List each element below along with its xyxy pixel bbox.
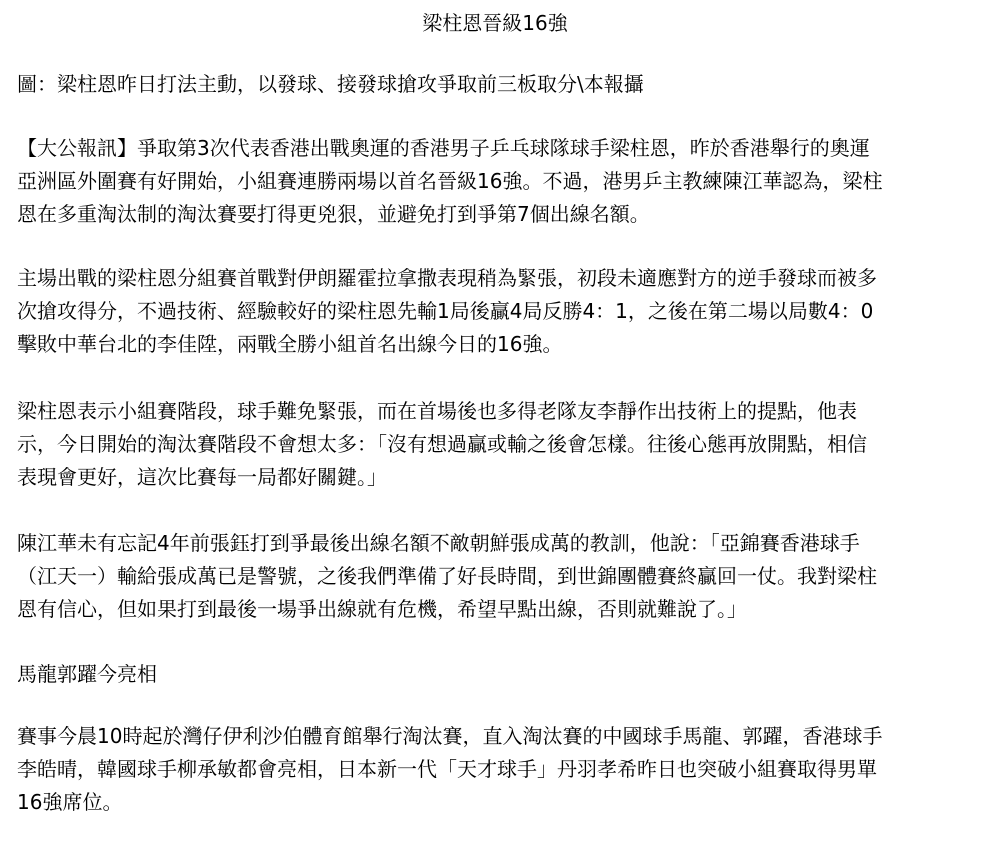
paragraph-line: 李皓晴，韓國球手柳承敏都會亮相，日本新一代「天才球手」丹羽孝希昨日也突破小組賽取得男單 — [17, 757, 877, 781]
paragraph-5 — [17, 720, 977, 819]
paragraph-line: 【大公報訊】爭取第3次代表香港出戰奧運的香港男子乒乓球隊球手梁柱恩，昨於香港舉行的奧運 — [17, 136, 870, 160]
photo-caption — [17, 68, 977, 101]
paragraph-line: 16強席位。 — [17, 790, 123, 814]
paragraph-2 — [17, 262, 977, 361]
paragraph-line: 陳江華未有忘記4年前張鈺打到爭最後出線名額不敵朝鮮張成萬的教訓，他說：「亞錦賽香港球手 — [17, 531, 860, 555]
article-title: 梁柱恩晉級16強 — [422, 11, 568, 35]
paragraph-line: 梁柱恩表示小組賽階段，球手難免緊張，而在首場後也多得老隊友李靜作出技術上的提點，他表 — [17, 399, 857, 423]
paragraph-line: 表現會更好，這次比賽每一局都好關鍵。」 — [17, 465, 387, 489]
paragraph-line: 示，今日開始的淘汰賽階段不會想太多：「沒有想過贏或輸之後會怎樣。往後心態再放開點，相信 — [17, 432, 867, 456]
paragraph-line: （江天一）輸給張成萬已是警號，之後我們準備了好長時間，到世錦團體賽終贏回一仗。我對梁柱 — [17, 564, 877, 588]
subheading-text: 馬龍郭躍今亮相 — [17, 662, 157, 686]
paragraph-line: 次搶攻得分，不過技術、經驗較好的梁柱恩先輸1局後贏4局反勝4：1，之後在第二場以局數4：0 — [17, 299, 874, 323]
paragraph-line: 亞洲區外圍賽有好開始，小組賽連勝兩場以首名晉級16強。不過，港男乒主教練陳江華認為，梁柱 — [17, 169, 883, 193]
paragraph-line: 恩有信心，但如果打到最後一場爭出線就有危機，希望早點出線，否則就難說了。」 — [17, 597, 747, 621]
paragraph-1 — [17, 132, 977, 231]
paragraph-line: 主場出戰的梁柱恩分組賽首戰對伊朗羅霍拉拿撒表現稍為緊張，初段未適應對方的逆手發球而被多 — [17, 266, 877, 290]
paragraph-line: 恩在多重淘汰制的淘汰賽要打得更兇狠，並避免打到爭第7個出線名額。 — [17, 202, 650, 226]
subheading — [17, 658, 977, 691]
paragraph-3 — [17, 395, 977, 494]
caption-line: 圖：梁柱恩昨日打法主動，以發球、接發球搶攻爭取前三板取分\本報攝 — [17, 72, 644, 96]
paragraph-line: 賽事今晨10時起於灣仔伊利沙伯體育館舉行淘汰賽，直入淘汰賽的中國球手馬龍、郭躍，香港球手 — [17, 724, 883, 748]
paragraph-line: 擊敗中華台北的李佳陞，兩戰全勝小組首名出線今日的16強。 — [17, 332, 563, 356]
paragraph-4 — [17, 527, 977, 626]
